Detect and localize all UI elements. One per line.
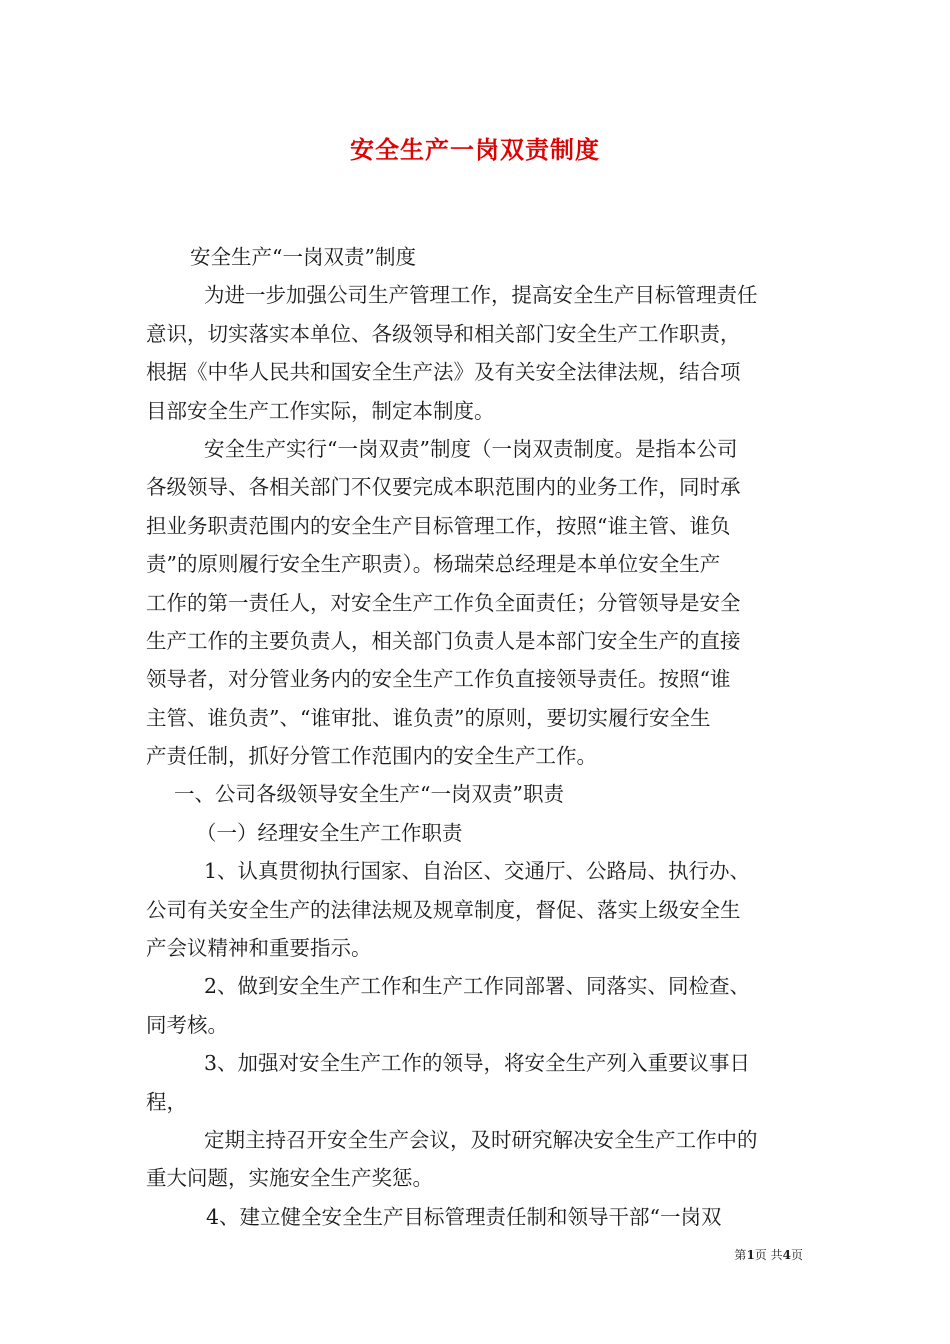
body-line: 安全生产“一岗双责”制度 (190, 245, 416, 269)
page-footer (734, 1246, 803, 1263)
body-line: 重大问题，实施安全生产奖惩。 (146, 1166, 433, 1191)
body-line: 为进一步加强公司生产管理工作，提高安全生产目标管理责任 (204, 283, 758, 308)
body-line: 目部安全生产工作实际，制定本制度。 (146, 398, 495, 423)
footer-prefix: 第 (734, 1248, 747, 1262)
body-line: 主管、谁负责”、“谁审批、谁负责”的原则，要切实履行安全生 (146, 705, 711, 730)
body-line: 各级领导、各相关部门不仅要完成本职范围内的业务工作，同时承 (146, 475, 741, 500)
body-line: 意识，切实落实本单位、各级领导和相关部门安全生产工作职责， (146, 321, 741, 346)
footer-total-pages: 4 (782, 1248, 791, 1262)
body-line: 责”的原则履行安全生产职责）。杨瑞荣总经理是本单位安全生产 (146, 552, 721, 577)
body-line: （一）经理安全生产工作职责 (196, 820, 463, 845)
body-line: 公司有关安全生产的法律法规及规章制度，督促、落实上级安全生 (146, 897, 741, 922)
document-title: 安全生产一岗双责制度 (350, 135, 600, 164)
body-line: 4、建立健全安全生产目标管理责任制和领导干部“一岗双 (206, 1204, 722, 1229)
body-line: 3、加强对安全生产工作的领导，将安全生产列入重要议事日 (204, 1051, 751, 1076)
body-line: 程， (146, 1089, 187, 1114)
body-line: 生产工作的主要负责人，相关部门负责人是本部门安全生产的直接 (146, 628, 741, 653)
footer-current-page: 1 (746, 1248, 755, 1262)
footer-middle: 页 共 (754, 1248, 783, 1262)
body-line: 一、公司各级领导安全生产“一岗双责”职责 (174, 782, 564, 807)
body-line: 产责任制，抓好分管工作范围内的安全生产工作。 (146, 744, 597, 769)
document-body (146, 238, 808, 1236)
body-line: 定期主持召开安全生产会议，及时研究解决安全生产工作中的 (204, 1127, 758, 1152)
footer-suffix: 页 (790, 1248, 803, 1262)
body-line: 2、做到安全生产工作和生产工作同部署、同落实、同检查、 (204, 974, 751, 999)
body-line: 担业务职责范围内的安全生产目标管理工作，按照“谁主管、谁负 (146, 513, 731, 538)
body-line: 1、认真贯彻执行国家、自治区、交通厅、公路局、执行办、 (204, 859, 751, 884)
body-line: 根据《中华人民共和国安全生产法》及有关安全法律法规，结合项 (146, 360, 741, 385)
body-line: 安全生产实行“一岗双责”制度（一岗双责制度。是指本公司 (204, 436, 738, 461)
body-line: 产会议精神和重要指示。 (146, 936, 372, 961)
body-line: 同考核。 (146, 1012, 228, 1037)
body-line: 领导者，对分管业务内的安全生产工作负直接领导责任。按照“谁 (146, 667, 731, 692)
body-line: 工作的第一责任人，对安全生产工作负全面责任；分管领导是安全 (146, 590, 741, 615)
